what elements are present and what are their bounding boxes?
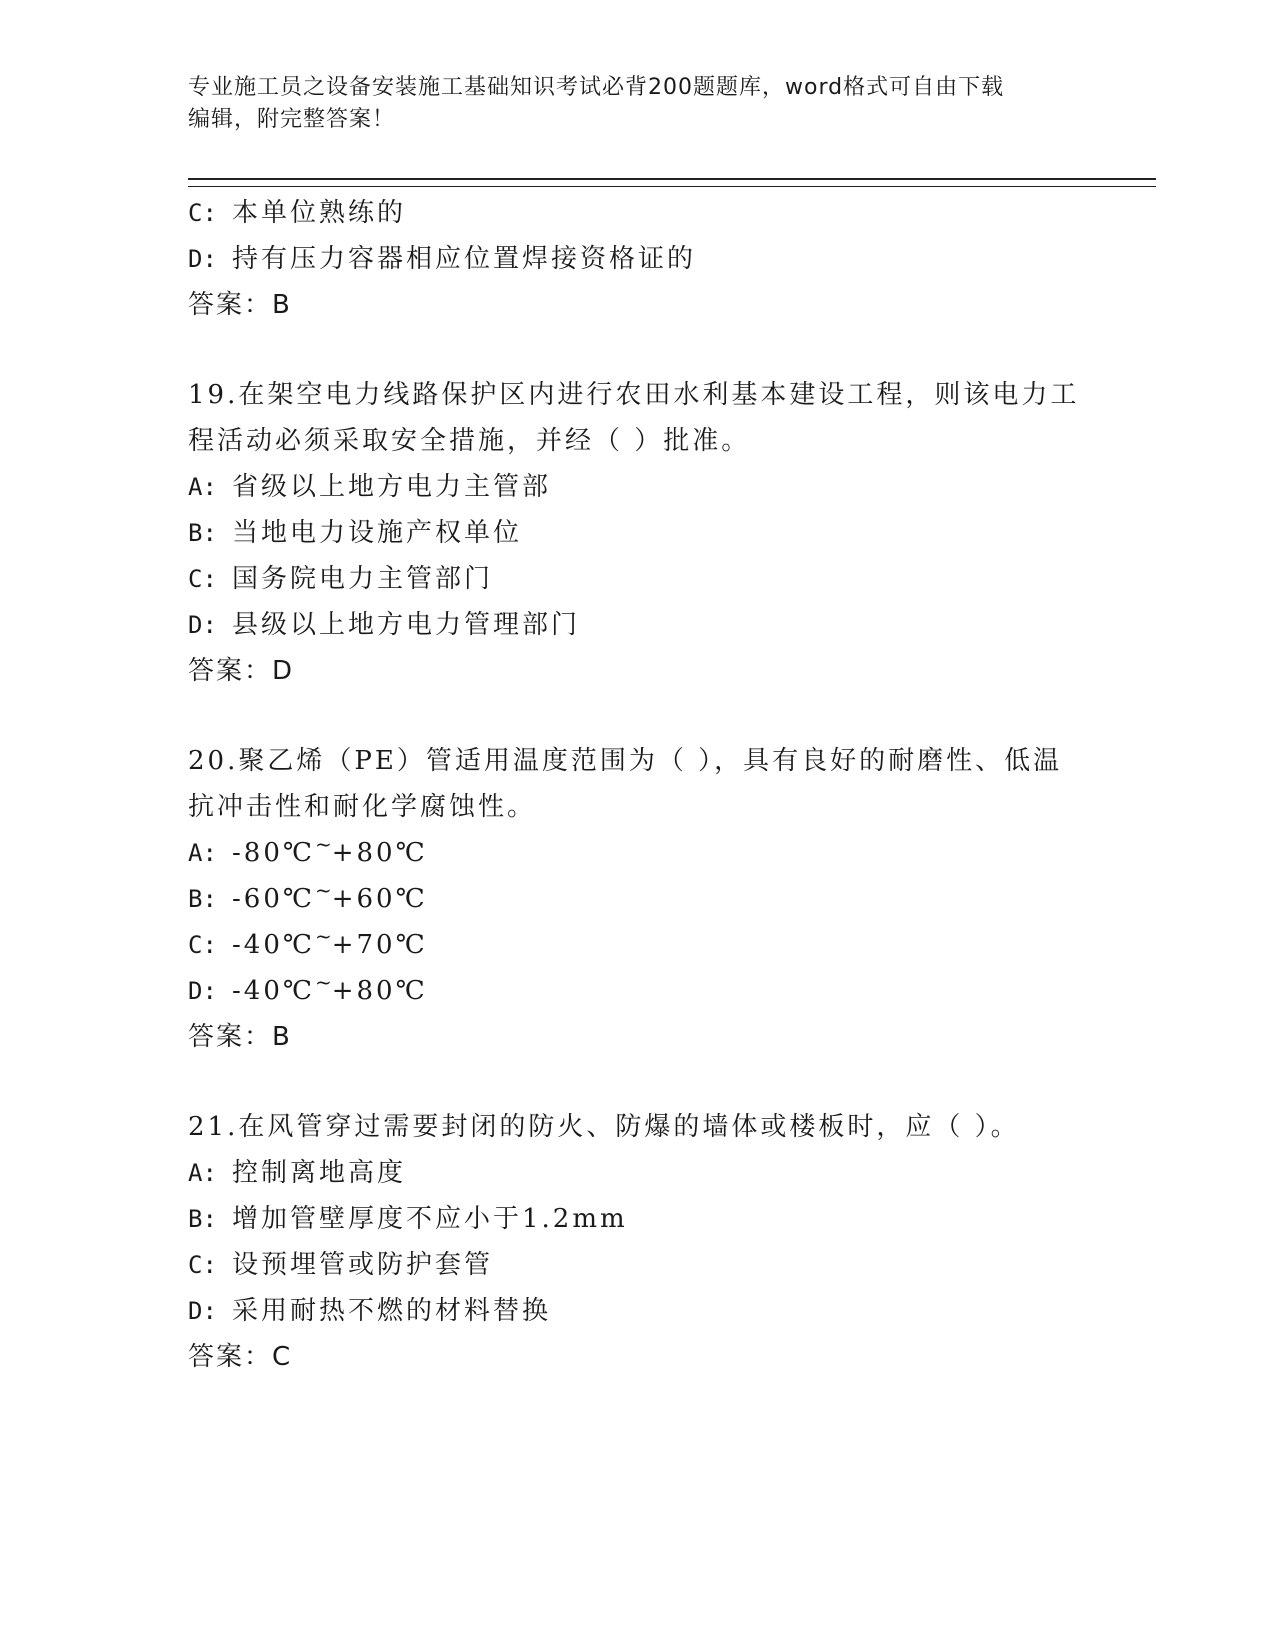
option-c (188, 922, 1088, 968)
option-text: 本单位熟练的 (232, 198, 407, 228)
option-label: C: (188, 565, 217, 593)
option-text: 县级以上地方电力管理部门 (232, 610, 581, 640)
option-label: D: (188, 977, 217, 1005)
option-label: B: (188, 519, 217, 547)
option-c (188, 1242, 1088, 1288)
answer: 答案：B (188, 290, 292, 320)
option-d (188, 1288, 1088, 1334)
option-label: C: (188, 1251, 217, 1279)
question-19 (188, 372, 1088, 694)
option-d (188, 602, 1088, 648)
range-tilde: ~ (314, 970, 332, 994)
option-c (188, 556, 1088, 602)
option-a (188, 830, 1088, 876)
option-label: D: (188, 245, 217, 273)
option-d (188, 968, 1088, 1014)
question-stem-line-1: 21.在风管穿过需要封闭的防火、防爆的墙体或楼板时，应（ ）。 (188, 1112, 1020, 1142)
temp-min: -60℃ (232, 884, 315, 914)
option-text: 增加管壁厚度不应小于1.2mm (232, 1204, 628, 1234)
range-tilde: ~ (314, 832, 332, 856)
option-label: A: (188, 839, 217, 867)
temp-min: -80℃ (232, 838, 315, 868)
option-a (188, 1150, 1088, 1196)
option-b (188, 510, 1088, 556)
option-label: B: (188, 885, 217, 913)
prev-question (188, 190, 1088, 328)
option-c (188, 190, 1088, 236)
option-b (188, 1196, 1088, 1242)
question-stem-line-1: 20.聚乙烯（PE）管适用温度范围为（ ），具有良好的耐磨性、低温 (188, 746, 1063, 776)
header-divider (188, 178, 1156, 187)
option-text: 省级以上地方电力主管部 (232, 472, 552, 502)
option-label: C: (188, 931, 217, 959)
range-tilde: ~ (314, 878, 332, 902)
option-text: 当地电力设施产权单位 (232, 518, 523, 548)
option-text: 控制离地高度 (232, 1158, 407, 1188)
option-label: A: (188, 473, 217, 501)
option-label: D: (188, 1297, 217, 1325)
option-text: 持有压力容器相应位置焊接资格证的 (232, 244, 697, 274)
option-label: A: (188, 1159, 217, 1187)
document-header (188, 72, 1088, 136)
option-b (188, 876, 1088, 922)
header-line-2: 编辑，附完整答案！ (188, 107, 396, 132)
option-label: C: (188, 199, 217, 227)
answer: 答案：C (188, 1342, 293, 1372)
option-d (188, 236, 1088, 282)
question-stem-line-1: 19.在架空电力线路保护区内进行农田水利基本建设工程，则该电力工 (188, 380, 1080, 410)
option-text: 国务院电力主管部门 (232, 564, 494, 594)
question-stem-line-2: 抗冲击性和耐化学腐蚀性。 (188, 792, 537, 822)
option-label: B: (188, 1205, 217, 1233)
answer: 答案：B (188, 1022, 292, 1052)
temp-max: +60℃ (331, 884, 428, 914)
option-label: D: (188, 611, 217, 639)
option-text: 设预埋管或防护套管 (232, 1250, 494, 1280)
temp-min: -40℃ (232, 930, 315, 960)
header-line-1: 专业施工员之设备安装施工基础知识考试必背200题题库，word格式可自由下载 (188, 75, 1005, 100)
temp-max: +80℃ (331, 838, 428, 868)
option-a (188, 464, 1088, 510)
answer: 答案：D (188, 656, 295, 686)
question-stem-line-2: 程活动必须采取安全措施，并经（ ）批准。 (188, 426, 751, 456)
option-text: 采用耐热不燃的材料替换 (232, 1296, 552, 1326)
question-20 (188, 738, 1088, 1060)
question-content (188, 190, 1088, 1380)
range-tilde: ~ (314, 924, 332, 948)
temp-max: +70℃ (331, 930, 428, 960)
temp-min: -40℃ (232, 976, 315, 1006)
question-21 (188, 1104, 1088, 1380)
temp-max: +80℃ (331, 976, 428, 1006)
